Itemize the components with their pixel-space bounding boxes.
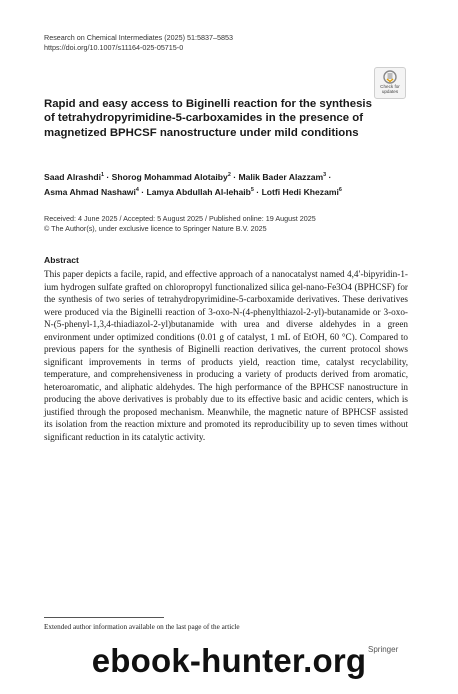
publisher-logo: Springer <box>368 645 399 654</box>
watermark: ebook-hunter.org <box>91 642 367 679</box>
journal-citation: Research on Chemical Intermediates (2025) 51:5837–5853 <box>44 33 233 42</box>
check-for-updates-badge[interactable] <box>374 67 406 99</box>
affiliation-number: 3 <box>323 172 327 178</box>
publication-dates <box>44 214 316 234</box>
abstract-text: This paper depicts a facile, rapid, and effective approach of a nanocatalyst named 4,4′-bipyridin-1-ium hydrogen sulfate grafted on chloropropyl functionalized silica gel-nano-Fe3O4 (BPHCSF) for the synthesis of two series of tetrahydropyrimidine-5-carboxamide derivatives. These derivatives were produced via the Biginelli reaction of 3-oxo-N-(4-phenylthiazol-2-yl)-butanamide or 3-oxo-N-(5-phenyl-1,3,4-thiadiazol-2-yl)butanamide with urea and diverse aldehydes in a green environment under optimized conditions (0.01 g of catalyst, 1 mL of EtOH, 60 °C). Compared to previous papers for the synthesis of Biginelli reaction derivatives, the current protocol shows significant improvements in terms of products yield, reaction time, catalyst recyclability, temperature, and comprehensiveness in producing a variety of products derived from aromatic, heteroaromatic, and aliphatic aldehydes. The high performance of the BPHCSF nanostructure in producing the above derivatives is probably due to its effective basic and acidic centers, which is justified through the proposed mechanism. Meanwhile, the magnetic nature of BPHCSF assisted its isolation from the reaction mixture and promoted its reproducibility up to seven times without significant reduction in its catalytic activity. <box>44 269 408 442</box>
affiliation-number: 4 <box>135 186 139 193</box>
article-title: Rapid and easy access to Biginelli reaction for the synthesis of tetrahydropyrimidine-5-carboxamides in the presence of magnetized BPHCSF nanostructure under mild conditions <box>44 98 372 139</box>
author-list: Saad Alrashdi$^1$ · Shorog Mohammad Alotaiby$^2$ · Malik Bader Alazzam$^3$ · Asma Ahmad Nashawi$^4$ · Lamya Abdullah Al-lehaib$^5$ · Lotfi Hedi Khezami$^6$ <box>44 171 342 197</box>
author-name: Asma Ahmad Nashawi <box>44 186 136 197</box>
affiliation-number: 6 <box>338 186 342 193</box>
badge-label-2: updates <box>381 89 399 94</box>
affiliation-number: 2 <box>227 172 231 178</box>
affiliation-number: 5 <box>250 186 254 193</box>
author-name: Malik Bader Alazzam <box>238 171 324 182</box>
dates-line: Received: 4 June 2025 / Accepted: 5 August 2025 / Published online: 19 August 2025 <box>44 214 316 223</box>
footnote: Extended author information available on the last page of the article <box>44 623 240 631</box>
author-name: Shorog Mohammad Alotaiby <box>111 171 228 182</box>
abstract-heading: Abstract <box>44 255 79 265</box>
author-name: Saad Alrashdi <box>44 171 101 182</box>
author-name: Lotfi Hedi Khezami <box>261 186 339 197</box>
author-name: Lamya Abdullah Al-lehaib <box>146 186 251 197</box>
badge-label-1: Check for <box>380 84 400 89</box>
journal-header <box>44 33 233 52</box>
affiliation-number: 1 <box>101 172 104 178</box>
doi-link[interactable]: https://doi.org/10.1007/s11164-025-05715-0 <box>44 42 184 52</box>
copyright-line: © The Author(s), under exclusive licence to Springer Nature B.V. 2025 <box>44 224 267 233</box>
footnote-divider <box>44 617 164 618</box>
check-for-updates-icon <box>383 70 397 84</box>
